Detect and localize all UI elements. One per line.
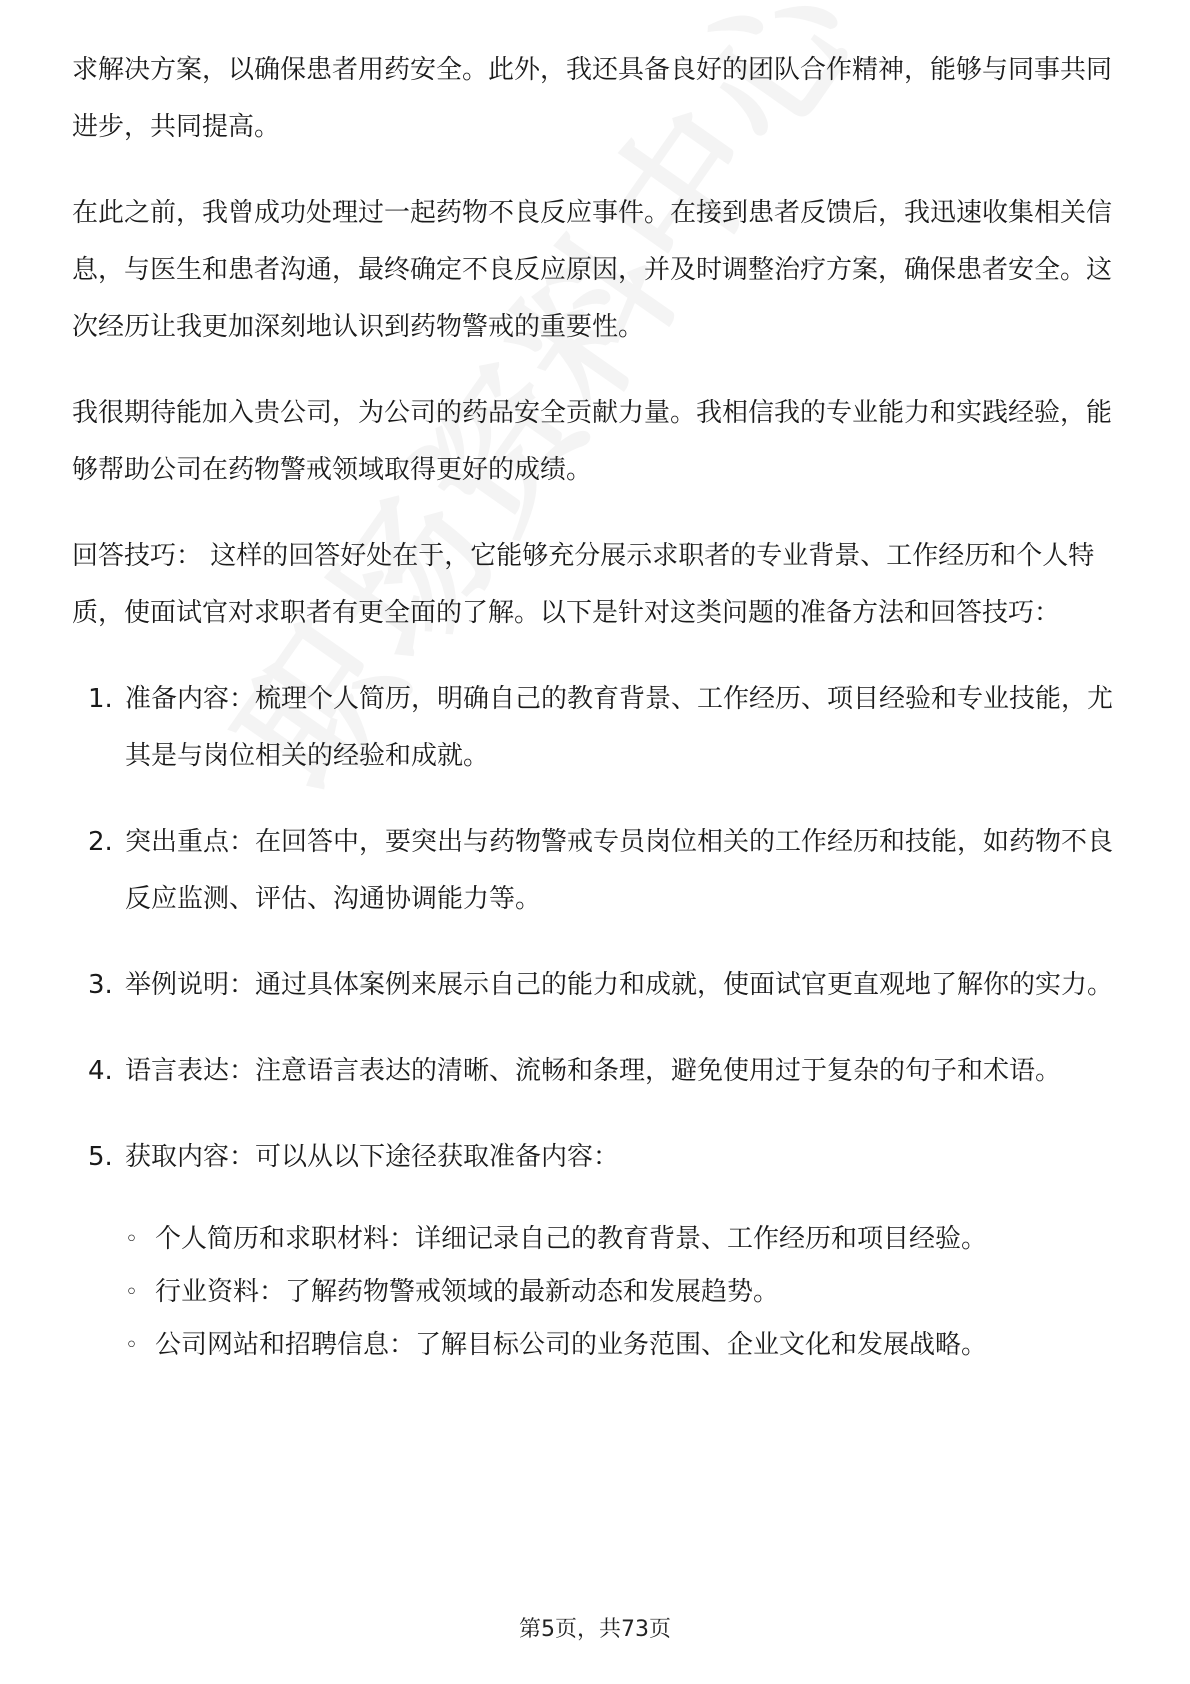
page-footer: 第5页，共73页 (519, 1617, 671, 1642)
list-number: 1. (88, 684, 113, 714)
sub-list (125, 1213, 1122, 1372)
list-item (72, 1043, 1122, 1100)
bullet-icon: ◦ (125, 1280, 138, 1305)
list-item-text: 举例说明：通过具体案例来展示自己的能力和成就，使面试官更直观地了解你的实力。 (125, 970, 1114, 1000)
list-number: 3. (88, 970, 113, 1000)
list-item (72, 1129, 1122, 1372)
tips-list (72, 671, 1122, 1372)
sub-list-item (125, 1319, 1122, 1372)
list-number: 4. (88, 1056, 113, 1086)
paragraph: 我很期待能加入贵公司，为公司的药品安全贡献力量。我相信我的专业能力和实践经验，能够帮助公司在药物警戒领域取得更好的成绩。 (72, 398, 1113, 485)
list-item (72, 671, 1122, 785)
document-body (72, 42, 1122, 1401)
tips-intro-paragraph: 回答技巧： 这样的回答好处在于，它能够充分展示求职者的专业背景、工作经历和个人特质，使面试官对求职者有更全面的了解。以下是针对这类问题的准备方法和回答技巧： (72, 541, 1095, 628)
bullet-icon: ◦ (125, 1333, 138, 1358)
sub-list-item-text: 公司网站和招聘信息：了解目标公司的业务范围、企业文化和发展战略。 (155, 1330, 988, 1360)
list-item (72, 957, 1122, 1014)
list-number: 2. (88, 827, 113, 857)
list-item-text: 语言表达：注意语言表达的清晰、流畅和条理，避免使用过于复杂的句子和术语。 (125, 1056, 1062, 1086)
sub-list-item (125, 1213, 1122, 1266)
list-item-text: 准备内容：梳理个人简历，明确自己的教育背景、工作经历、项目经验和专业技能，尤其是与岗位相关的经验和成就。 (125, 684, 1114, 771)
list-item-text: 突出重点：在回答中，要突出与药物警戒专员岗位相关的工作经历和技能，如药物不良反应监测、评估、沟通协调能力等。 (125, 827, 1114, 914)
paragraph: 在此之前，我曾成功处理过一起药物不良反应事件。在接到患者反馈后，我迅速收集相关信息，与医生和患者沟通，最终确定不良反应原因，并及时调整治疗方案，确保患者安全。这次经历让我更加深刻地认识到药物警戒的重要性。 (72, 198, 1113, 342)
list-item-text: 获取内容：可以从以下途径获取准备内容： (125, 1142, 620, 1172)
sub-list-item (125, 1266, 1122, 1319)
sub-list-item-text: 行业资料：了解药物警戒领域的最新动态和发展趋势。 (155, 1277, 780, 1307)
paragraph: 求解决方案，以确保患者用药安全。此外，我还具备良好的团队合作精神，能够与同事共同进步，共同提高。 (72, 55, 1113, 142)
sub-list-item-text: 个人简历和求职材料：详细记录自己的教育背景、工作经历和项目经验。 (155, 1224, 988, 1254)
list-number: 5. (88, 1142, 113, 1172)
list-item (72, 814, 1122, 928)
bullet-icon: ◦ (125, 1227, 138, 1252)
